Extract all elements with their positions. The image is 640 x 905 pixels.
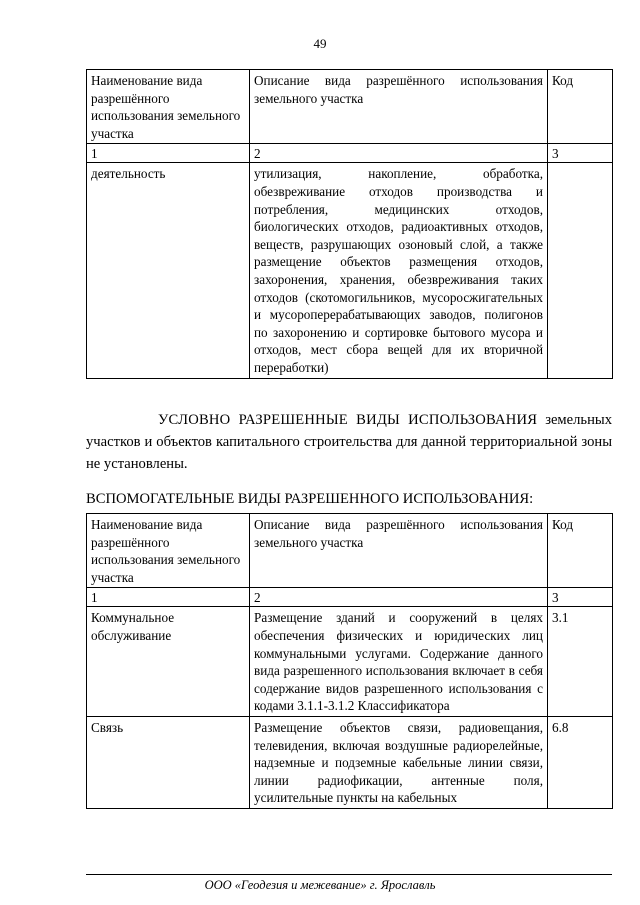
conditional-uses-text: земельных участков и объектов капитального строительства для данной территориальной зоны не установлены. — [86, 412, 612, 472]
use-description-cell: Размещение объектов связи, радиовещания, телевидения, включая воздушные радиорелейные, надземные и подземные кабельные линии связи, линии радиофикации, антенные поля, усилительные пункты на кабельных — [250, 716, 548, 808]
table-row — [87, 163, 613, 378]
column-number-2: 2 — [250, 588, 548, 607]
page-number: 49 — [313, 36, 327, 51]
use-code-cell: 3.1 — [548, 607, 613, 717]
header-name-cell: Наименование вида разрешённого использования земельного участка — [87, 70, 250, 144]
main-uses-table-continued — [86, 69, 613, 379]
header-description-cell: Описание вида разрешённого использования земельного участка — [250, 514, 548, 588]
conditional-uses-heading: УСЛОВНО РАЗРЕШЕННЫЕ ВИДЫ ИСПОЛЬЗОВАНИЯ — [158, 412, 538, 428]
use-name-cell: Связь — [87, 716, 250, 808]
use-description-cell: Размещение зданий и сооружений в целях обеспечения физических и юридических лиц коммунальными услугами. Содержание данного вида разрешенного использования включает в себя содержание видов разрешенного использования с кодами 3.1.1-3.1.2 Классификатора — [250, 607, 548, 717]
column-number-row — [87, 144, 613, 163]
auxiliary-uses-table — [86, 513, 613, 809]
use-name-cell: Коммунальное обслуживание — [87, 607, 250, 717]
column-number-1: 1 — [87, 588, 250, 607]
table-header-row — [87, 514, 613, 588]
table-row — [87, 607, 613, 717]
footer-divider — [86, 874, 612, 875]
use-description-cell: утилизация, накопление, обработка, обезвреживание отходов производства и потребления, медицинских отходов, биологических отходов, радиоактивных отходов, веществ, разрушающих озоновый слой, а также размещение объектов размещения отходов, захоронения, хранения, обезвреживания таких отходов (скотомогильников, мусоросжигательных и мусороперерабатывающих заводов, полигонов по захоронению и сортировке бытового мусора и отходов, мест сбора вещей для их вторичной переработки) — [250, 163, 548, 378]
table-header-row — [87, 70, 613, 144]
header-name-cell: Наименование вида разрешённого использования земельного участка — [87, 514, 250, 588]
column-number-1: 1 — [87, 144, 250, 163]
column-number-2: 2 — [250, 144, 548, 163]
use-code-cell — [548, 163, 613, 378]
table-row — [87, 716, 613, 808]
column-number-row — [87, 588, 613, 607]
page-footer: ООО «Геодезия и межевание» г. Ярославль — [204, 878, 436, 892]
header-description-cell: Описание вида разрешённого использования земельного участка — [250, 70, 548, 144]
auxiliary-uses-heading: ВСПОМОГАТЕЛЬНЫЕ ВИДЫ РАЗРЕШЕННОГО ИСПОЛЬЗОВАНИЯ: — [86, 491, 534, 507]
column-number-3: 3 — [548, 144, 613, 163]
use-code-cell: 6.8 — [548, 716, 613, 808]
conditional-uses-paragraph — [86, 409, 612, 475]
use-name-cell: деятельность — [87, 163, 250, 378]
column-number-3: 3 — [548, 588, 613, 607]
header-code-cell: Код — [548, 514, 613, 588]
header-code-cell: Код — [548, 70, 613, 144]
